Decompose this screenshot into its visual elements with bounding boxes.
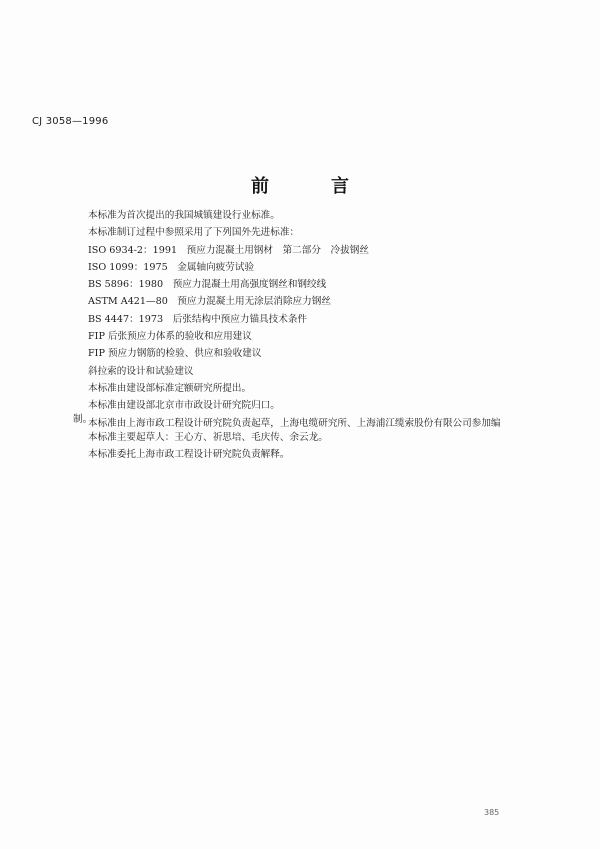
wrapped-line-continuation: 制。 <box>73 414 93 425</box>
page-number: 385 <box>484 808 500 817</box>
reference-standard-line: 斜拉索的设计和试验建议 <box>88 365 194 377</box>
paragraph-line: 本标准制订过程中参照采用了下列国外先进标准： <box>88 227 300 239</box>
paragraph-line: 本标准为首次提出的我国城镇建设行业标准。 <box>88 210 280 221</box>
paragraph-line: 本标准由建设部北京市市政设计研究院归口。 <box>88 400 280 412</box>
reference-standard-line: ISO 6934-2：1991 预应力混凝土用钢材 第二部分 冷拔钢丝 <box>88 244 369 256</box>
paragraph-line: 本标准主要起草人：王心方、祈思培、毛庆传、余云龙。 <box>88 432 328 443</box>
reference-standard-line: ISO 1099：1975 金属轴向疲劳试验 <box>88 261 255 273</box>
foreword-body <box>88 207 538 432</box>
reference-standard-line: BS 4447：1973 后张结构中预应力锚具技术条件 <box>88 313 308 325</box>
reference-standard-line: BS 5896：1980 预应力混凝土用高强度钢丝和钢绞线 <box>88 279 327 291</box>
page-title: 前 言 <box>251 176 371 197</box>
paragraph-line: 本标准由建设部标准定额研究所提出。 <box>88 382 252 394</box>
reference-standard-line: FIP 后张预应力体系的验收和应用建议 <box>88 331 252 343</box>
standard-code: CJ 3058—1996 <box>32 116 109 127</box>
foreword-body-end <box>88 429 538 464</box>
paragraph-line: 本标准由上海市政工程设计研究院负责起草，上海电缆研究所、上海浦江缆索股份有限公司参加编 <box>88 417 501 429</box>
reference-standard-line: FIP 预应力钢筋的检验、供应和验收建议 <box>88 348 262 360</box>
paragraph-line: 本标准委托上海市政工程设计研究院负责解释。 <box>88 449 290 461</box>
reference-standard-line: ASTM A421—80 预应力混凝土用无涂层消除应力钢丝 <box>88 296 331 308</box>
